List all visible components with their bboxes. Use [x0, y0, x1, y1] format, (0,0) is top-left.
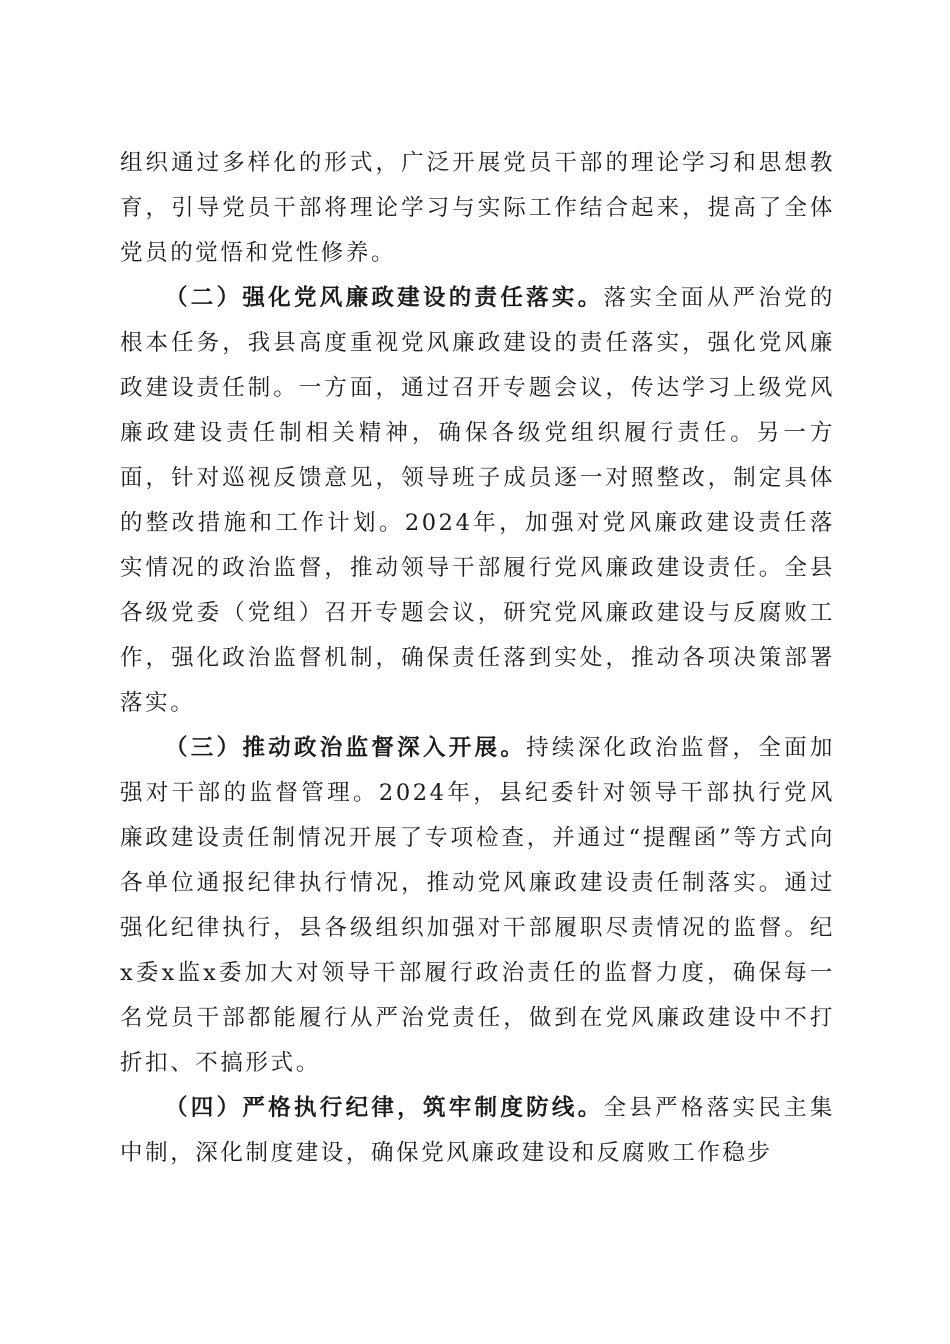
paragraph-section-3	[120, 726, 835, 1086]
section-heading: （四）严格执行纪律，筑牢制度防线。	[165, 1095, 604, 1121]
paragraph-section-4	[120, 1086, 835, 1176]
section-heading: （二）强化党风廉政建设的责任落实。	[165, 285, 604, 311]
paragraph-section-2	[120, 276, 835, 726]
paragraph-body: 持续深化政治监督，全面加强对干部的监督管理。2024年，县纪委针对领导干部执行党风廉政建设责任制情况开展了专项检查，并通过“提醒函”等方式向各单位通报纪律执行情况，推动党风廉政建设责任制落实。通过强化纪律执行，县各级组织加强对干部履职尽责情况的监督。纪x委x监x委加大对领导干部履行政治责任的监督力度，确保每一名党员干部都能履行从严治党责任，做到在党风廉政建设中不打折扣、不搞形式。	[120, 735, 835, 1076]
section-heading: （三）推动政治监督深入开展。	[165, 735, 527, 761]
document-body	[120, 141, 835, 1176]
paragraph-body: 全县严格落实民主集中制，深化制度建设，确保党风廉政建设和反腐败工作稳步	[120, 1095, 835, 1166]
paragraph-body: 落实全面从严治党的根本任务，我县高度重视党风廉政建设的责任落实，强化党风廉政建设责任制。一方面，通过召开专题会议，传达学习上级党风廉政建设责任制相关精神，确保各级党组织履行责任。另一方面，针对巡视反馈意见，领导班子成员逐一对照整改，制定具体的整改措施和工作计划。2024年，加强对党风廉政建设责任落实情况的政治监督，推动领导干部履行党风廉政建设责任。全县各级党委（党组）召开专题会议，研究党风廉政建设与反腐败工作，强化政治监督机制，确保责任落到实处，推动各项决策部署落实。	[120, 285, 835, 716]
paragraph-continuation	[120, 141, 835, 276]
paragraph-body: 组织通过多样化的形式，广泛开展党员干部的理论学习和思想教育，引导党员干部将理论学习与实际工作结合起来，提高了全体党员的觉悟和党性修养。	[120, 150, 835, 266]
